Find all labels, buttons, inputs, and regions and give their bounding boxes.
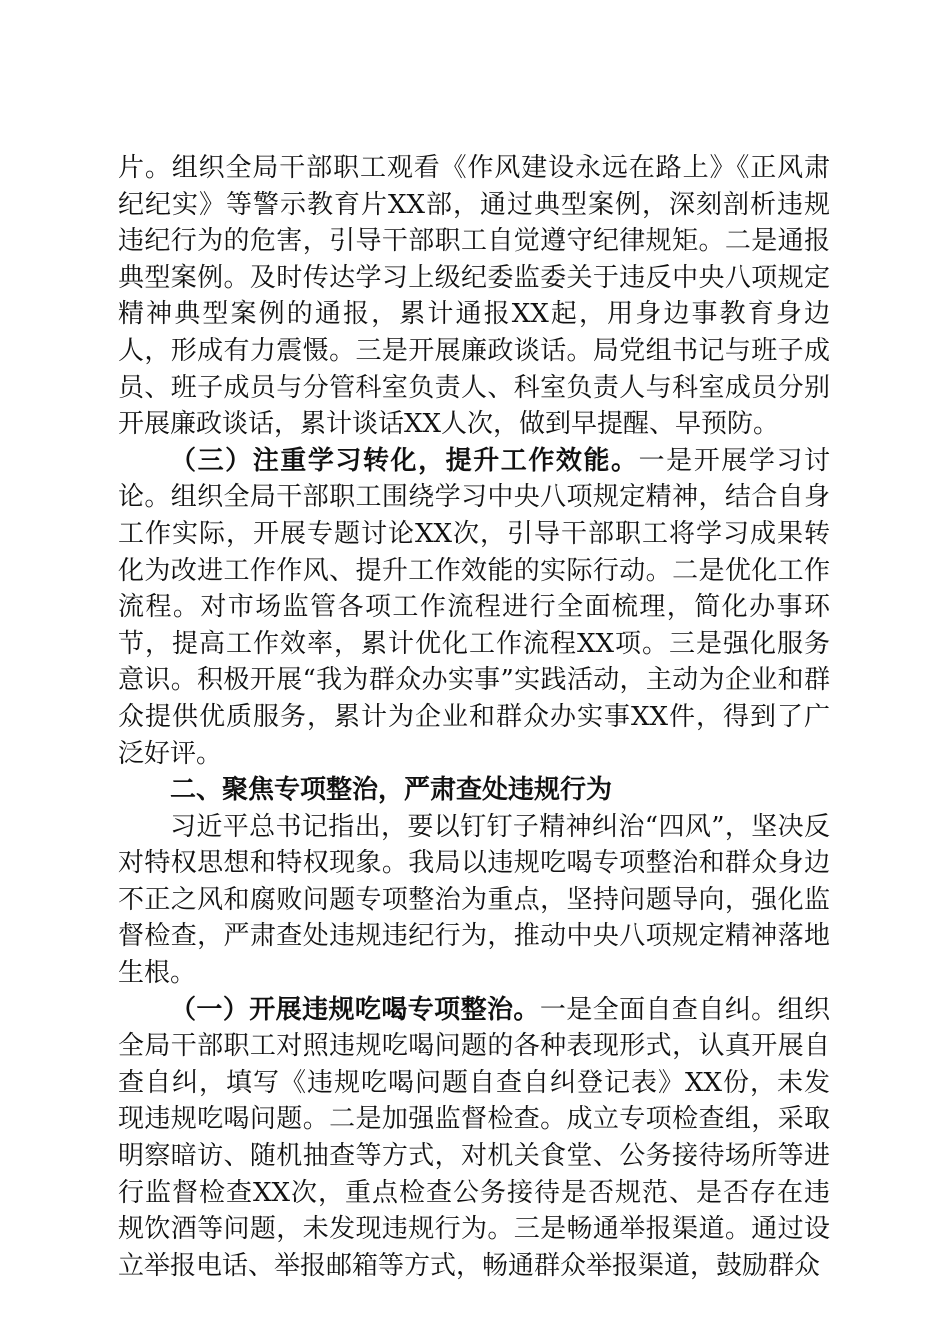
subsection-body-1: 一是全面自查自纠。组织全局干部职工对照违规吃喝问题的各种表现形式，认真开展自查自纠，填写《违规吃喝问题自查自纠登记表》XX份，未发现违规吃喝问题。二是加强监督检查。成立专项检查组，采取明察暗访、随机抽查等方式，对机关食堂、公务接待场所等进行监督检查XX次，重点检查公务接待是否规范、是否存在违规饮酒等问题，未发现违规行为。三是畅通举报渠道。通过设立举报电话、举报邮箱等方式，畅通群众举报渠道，鼓励群众 — [118, 994, 830, 1281]
subsection-lead-1: （一）开展违规吃喝专项整治。 — [170, 994, 540, 1025]
paragraph-continuation: 片。组织全局干部职工观看《作风建设永远在路上》《正风肃纪纪实》等警示教育片XX部，通过典型案例，深刻剖析违规违纪行为的危害，引导干部职工自觉遵守纪律规矩。二是通报典型案例。及时传达学习上级纪委监委关于违反中央八项规定精神典型案例的通报，累计通报XX起，用身边事教育身边人，形成有力震慑。三是开展廉政谈话。局党组书记与班子成员、班子成员与分管科室负责人、科室负责人与科室成员分别开展廉政谈话，累计谈话XX人次，做到早提醒、早预防。 — [118, 153, 830, 440]
paragraph-section-2-intro: 习近平总书记指出，要以钉钉子精神纠治“四风”，坚决反对特权思想和特权现象。我局以违规吃喝专项整治和群众身边不正之风和腐败问题专项整治为重点，坚持问题导向，强化监督检查，严肃查处违规违纪行为，推动中央八项规定精神落地生根。 — [118, 811, 830, 989]
subsection-body-3: 一是开展学习讨论。组织全局干部职工围绕学习中央八项规定精神，结合自身工作实际，开展专题讨论XX次，引导干部职工将学习成果转化为改进工作作风、提升工作效能的实际行动。二是优化工作流程。对市场监管各项工作流程进行全面梳理，简化办事环节，提高工作效率，累计优化工作流程XX项。三是强化服务意识。积极开展“我为群众办实事”实践活动，主动为企业和群众提供优质服务，累计为企业和群众办实事XX件，得到了广泛好评。 — [118, 445, 830, 769]
subsection-lead-3: （三）注重学习转化，提升工作效能。 — [170, 445, 639, 476]
section-heading-2: 二、聚焦专项整治，严肃查处违规行为 — [170, 775, 613, 806]
document-body — [118, 150, 830, 1284]
paragraph-subsection-3 — [118, 443, 830, 772]
paragraph-subsection-1 — [118, 992, 830, 1285]
